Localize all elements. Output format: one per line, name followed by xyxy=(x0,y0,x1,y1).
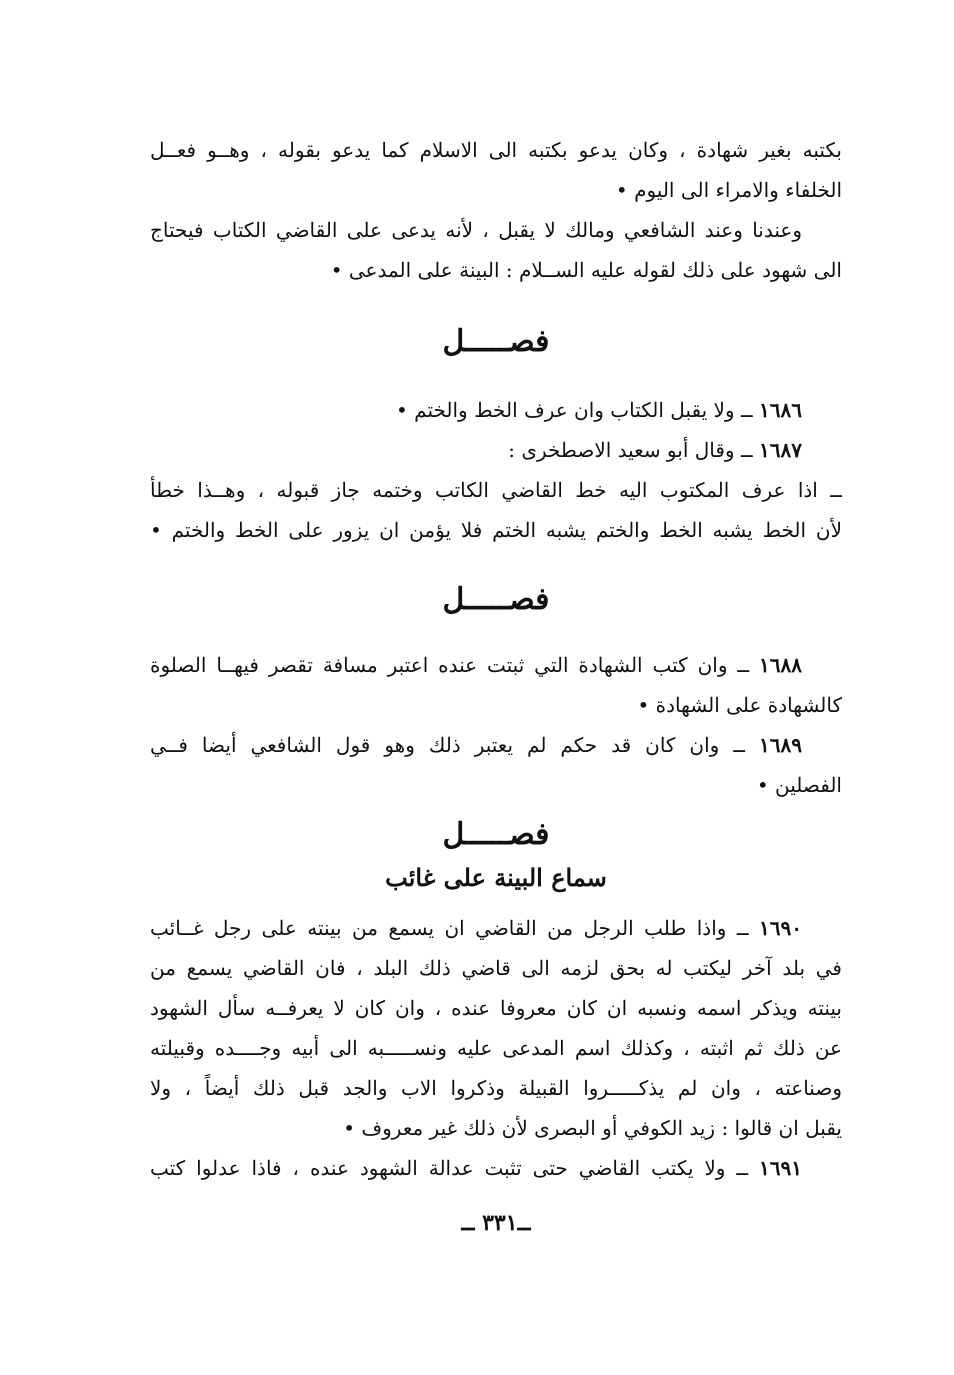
text-line: وصناعته ، وان لم يذكـــــروا القبيلة وذكروا الاب والجد قبل ذلك أيضاً ، ولا xyxy=(150,1076,842,1100)
paragraph-text: ــ واذا طلب الرجل من القاضي ان يسمع من بينته على رجل غــائب xyxy=(150,916,760,940)
paragraph-1690 xyxy=(150,908,842,948)
paragraph-number: ١٦٩١ xyxy=(759,1156,803,1180)
text-line: بكتبه بغير شهادة ، وكان يدعو بكتبه الى الاسلام كما يدعو بقوله ، وهــو فعــل xyxy=(150,138,842,162)
text-line: لأن الخط يشبه الخط والختم يشبه الختم فلا يؤمن ان يزور على الخط والختم • xyxy=(150,518,842,542)
paragraph-1689 xyxy=(150,725,842,765)
section-3-body xyxy=(150,908,842,1188)
section-heading: فصـــــل xyxy=(442,324,550,359)
paragraph-text: ــ وان كان قد حكم لم يعتبر ذلك وهو قول الشافعي أيضا فــي xyxy=(150,733,760,757)
paragraph-text: ــ ولا يكتب القاضي حتى تثبت عدالة الشهود عنده ، فاذا عدلوا كتب xyxy=(150,1156,760,1180)
section-2-body xyxy=(150,645,842,805)
text-line: عن ذلك ثم اثبته ، وكذلك اسم المدعى عليه ونســـــبه الى أبيه وجــــده وقبيلته xyxy=(150,1036,842,1060)
text-line: الى شهود على ذلك لقوله عليه الســلام : البينة على المدعى • xyxy=(330,258,842,282)
paragraph-number: ١٦٨٩ xyxy=(759,733,802,757)
paragraph-number: ١٦٨٦ xyxy=(759,398,802,422)
page-number: ــ٣٣١ ــ xyxy=(461,1210,531,1236)
intro-paragraph xyxy=(150,130,842,290)
paragraph-1686 xyxy=(150,390,842,430)
paragraph-number: ١٦٨٧ xyxy=(759,438,802,462)
text-line: الخلفاء والامراء الى اليوم • xyxy=(615,178,842,202)
section-heading: فصـــــل xyxy=(442,582,550,617)
section-subheading: سماع البينة على غائب xyxy=(385,863,607,892)
paragraph-1688 xyxy=(150,645,842,685)
section-1-body xyxy=(150,390,842,550)
text-line: وعندنا وعند الشافعي ومالك لا يقبل ، لأنه يدعى على القاضي الكتاب فيحتاج xyxy=(150,218,802,242)
paragraph-number: ١٦٨٨ xyxy=(759,653,802,677)
paragraph-text: ــ وقال أبو سعيد الاصطخرى : xyxy=(508,438,760,462)
text-line: ــ اذا عرف المكتوب اليه خط القاضي الكاتب وختمه جاز قبوله ، وهــذا خطأ xyxy=(150,478,842,502)
text-line: كالشهادة على الشهادة • xyxy=(637,693,842,717)
text-line: الفصلين • xyxy=(756,773,842,797)
paragraph-text: ــ ولا يقبل الكتاب وان عرف الخط والختم • xyxy=(396,398,760,422)
section-heading: فصـــــل xyxy=(442,817,550,852)
paragraph-number: ١٦٩٠ xyxy=(759,916,802,940)
text-line: يقبل ان قالوا : زيد الكوفي أو البصرى لأن ذلك غير معروف • xyxy=(343,1116,842,1140)
text-line: بينته ويذكر اسمه ونسبه ان كان معروفا عنده ، وان كان لا يعرفــه سأل الشهود xyxy=(150,996,842,1020)
paragraph-1691 xyxy=(150,1148,842,1188)
paragraph-1687 xyxy=(150,430,842,470)
paragraph-text: ــ وان كتب الشهادة التي ثبتت عنده اعتبر مسافة تقصر فيهــا الصلوة xyxy=(150,653,760,677)
text-line: في بلد آخر ليكتب له بحق لزمه الى قاضي ذلك البلد ، فان القاضي يسمع من xyxy=(150,956,842,980)
